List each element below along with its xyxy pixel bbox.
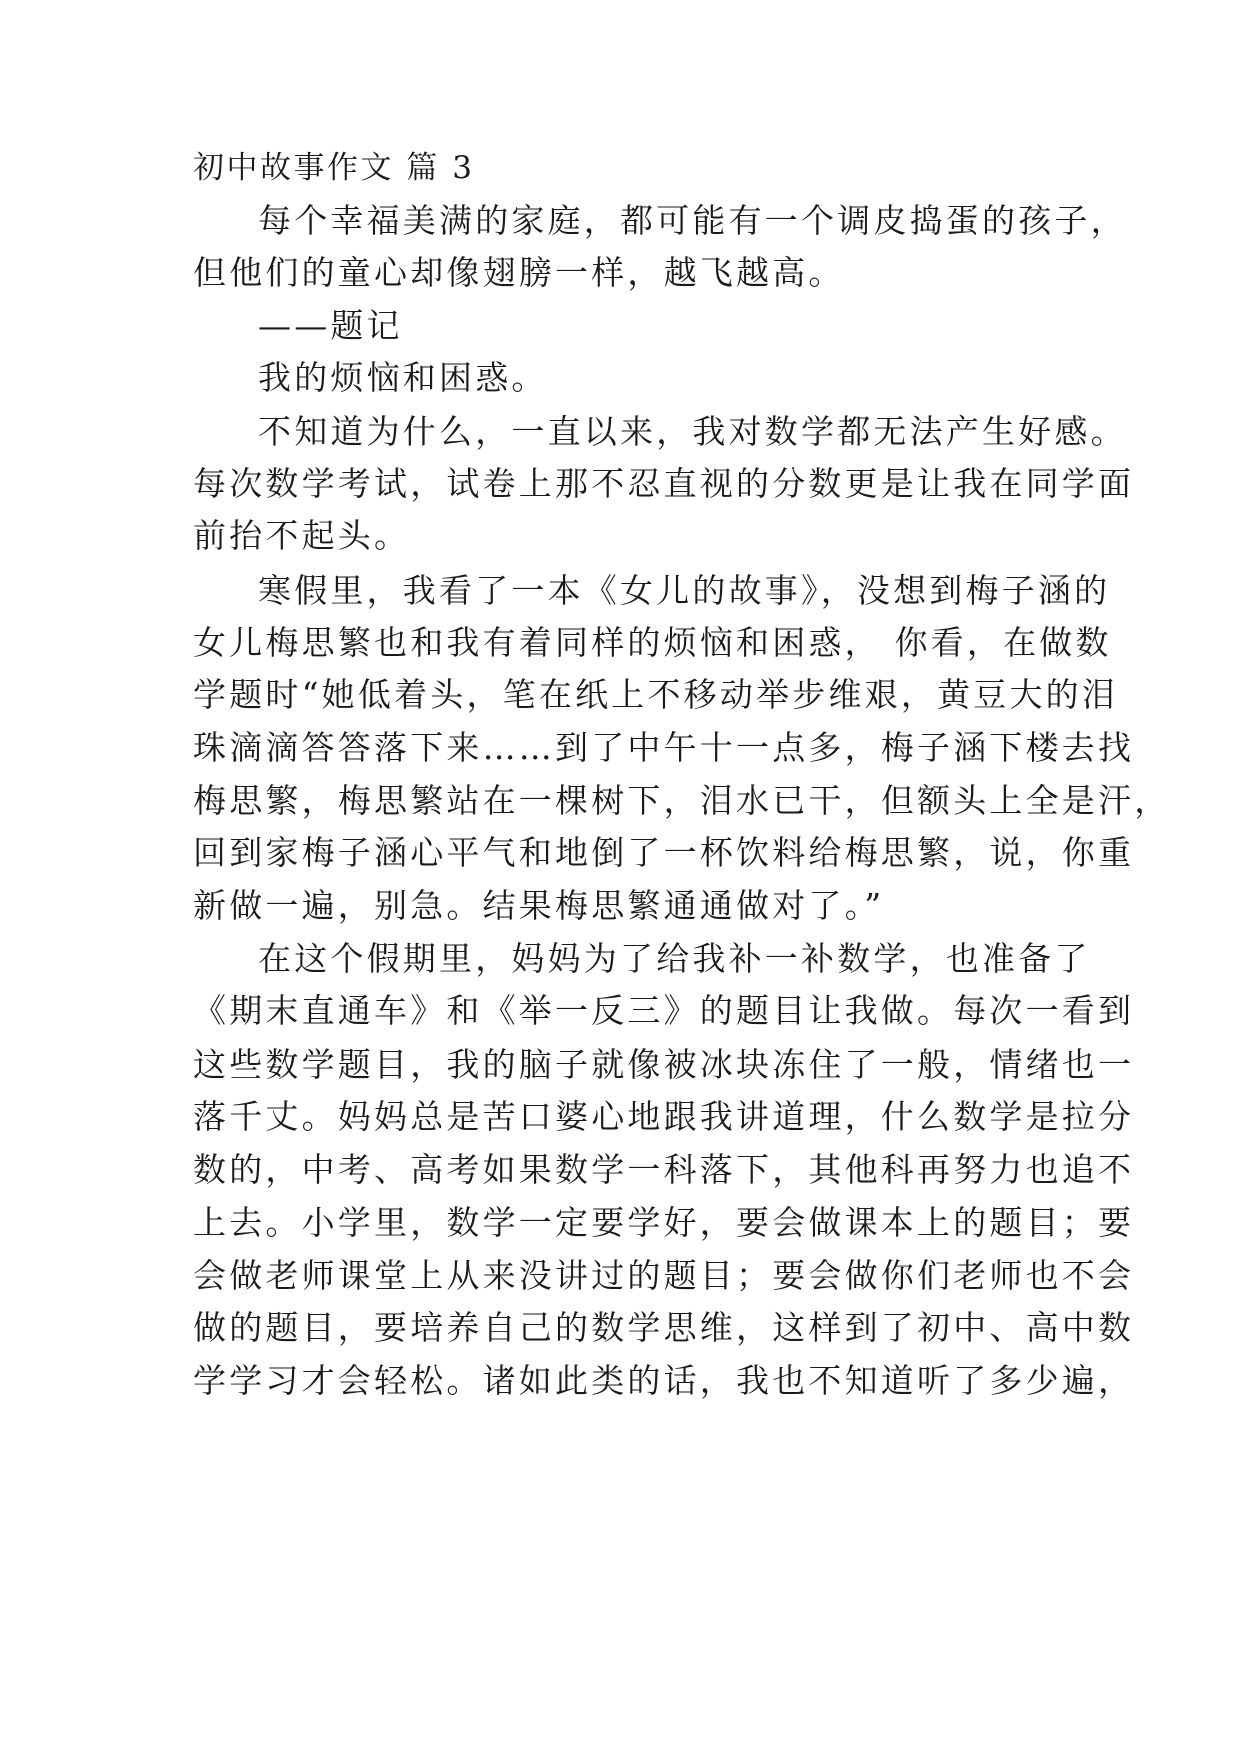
paragraph-line: 梅思繁，梅思繁站在一棵树下，泪水已干，但额头上全是汗， (193, 781, 1171, 820)
epigraph-attribution: ——题记 (258, 306, 403, 345)
paragraph-line: 落千丈。妈妈总是苦口婆心地跟我讲道理，什么数学是拉分 (193, 1097, 1135, 1136)
paragraph-line: 不知道为什么，一直以来，我对数学都无法产生好感。 (258, 412, 1127, 451)
paragraph-line: 学题时“她低着头，笔在纸上不移动举步维艰，黄豆大的泪 (193, 675, 1119, 714)
paragraph-line: 女儿梅思繁也和我有着同样的烦恼和困惑， 你看，在做数 (193, 623, 1112, 662)
paragraph-line: 但他们的童心却像翅膀一样，越飞越高。 (193, 253, 845, 292)
paragraph-line: 学学习才会轻松。诸如此类的话，我也不知道听了多少遍， (193, 1361, 1135, 1400)
paragraph-line: 每个幸福美满的家庭，都可能有一个调皮捣蛋的孩子， (258, 201, 1127, 240)
paragraph-line: 会做老师课堂上从来没讲过的题目；要会做你们老师也不会 (193, 1256, 1135, 1295)
paragraph-line: 我的烦恼和困惑。 (258, 358, 548, 397)
paragraph-line: 珠滴滴答答落下来……到了中午十一点多，梅子涵下楼去找 (193, 728, 1135, 767)
paragraph-line: 新做一遍，别急。结果梅思繁通通做对了。” (193, 886, 885, 925)
paragraph-line: 这些数学题目，我的脑子就像被冰块冻住了一般，情绪也一 (193, 1045, 1135, 1084)
paragraph-line: 每次数学考试，试卷上那不忍直视的分数更是让我在同学面 (193, 464, 1135, 503)
paragraph-line: 做的题目，要培养自己的数学思维，这样到了初中、高中数 (193, 1308, 1135, 1347)
paragraph-line: 前抬不起头。 (193, 516, 411, 555)
paragraph-line: 在这个假期里，妈妈为了给我补一补数学，也准备了 (258, 939, 1091, 978)
paragraph-line: 《期末直通车》和《举一反三》的题目让我做。每次一看到 (193, 991, 1135, 1030)
paragraph-line: 寒假里，我看了一本《女儿的故事》，没想到梅子涵的 (258, 571, 1111, 610)
paragraph-line: 回到家梅子涵心平气和地倒了一杯饮料给梅思繁，说，你重 (193, 833, 1135, 872)
paragraph-line: 数的，中考、高考如果数学一科落下，其他科再努力也追不 (193, 1150, 1135, 1189)
paragraph-line: 上去。小学里，数学一定要学好，要会做课本上的题目；要 (193, 1203, 1135, 1242)
document-title: 初中故事作文 篇 3 (193, 150, 475, 186)
